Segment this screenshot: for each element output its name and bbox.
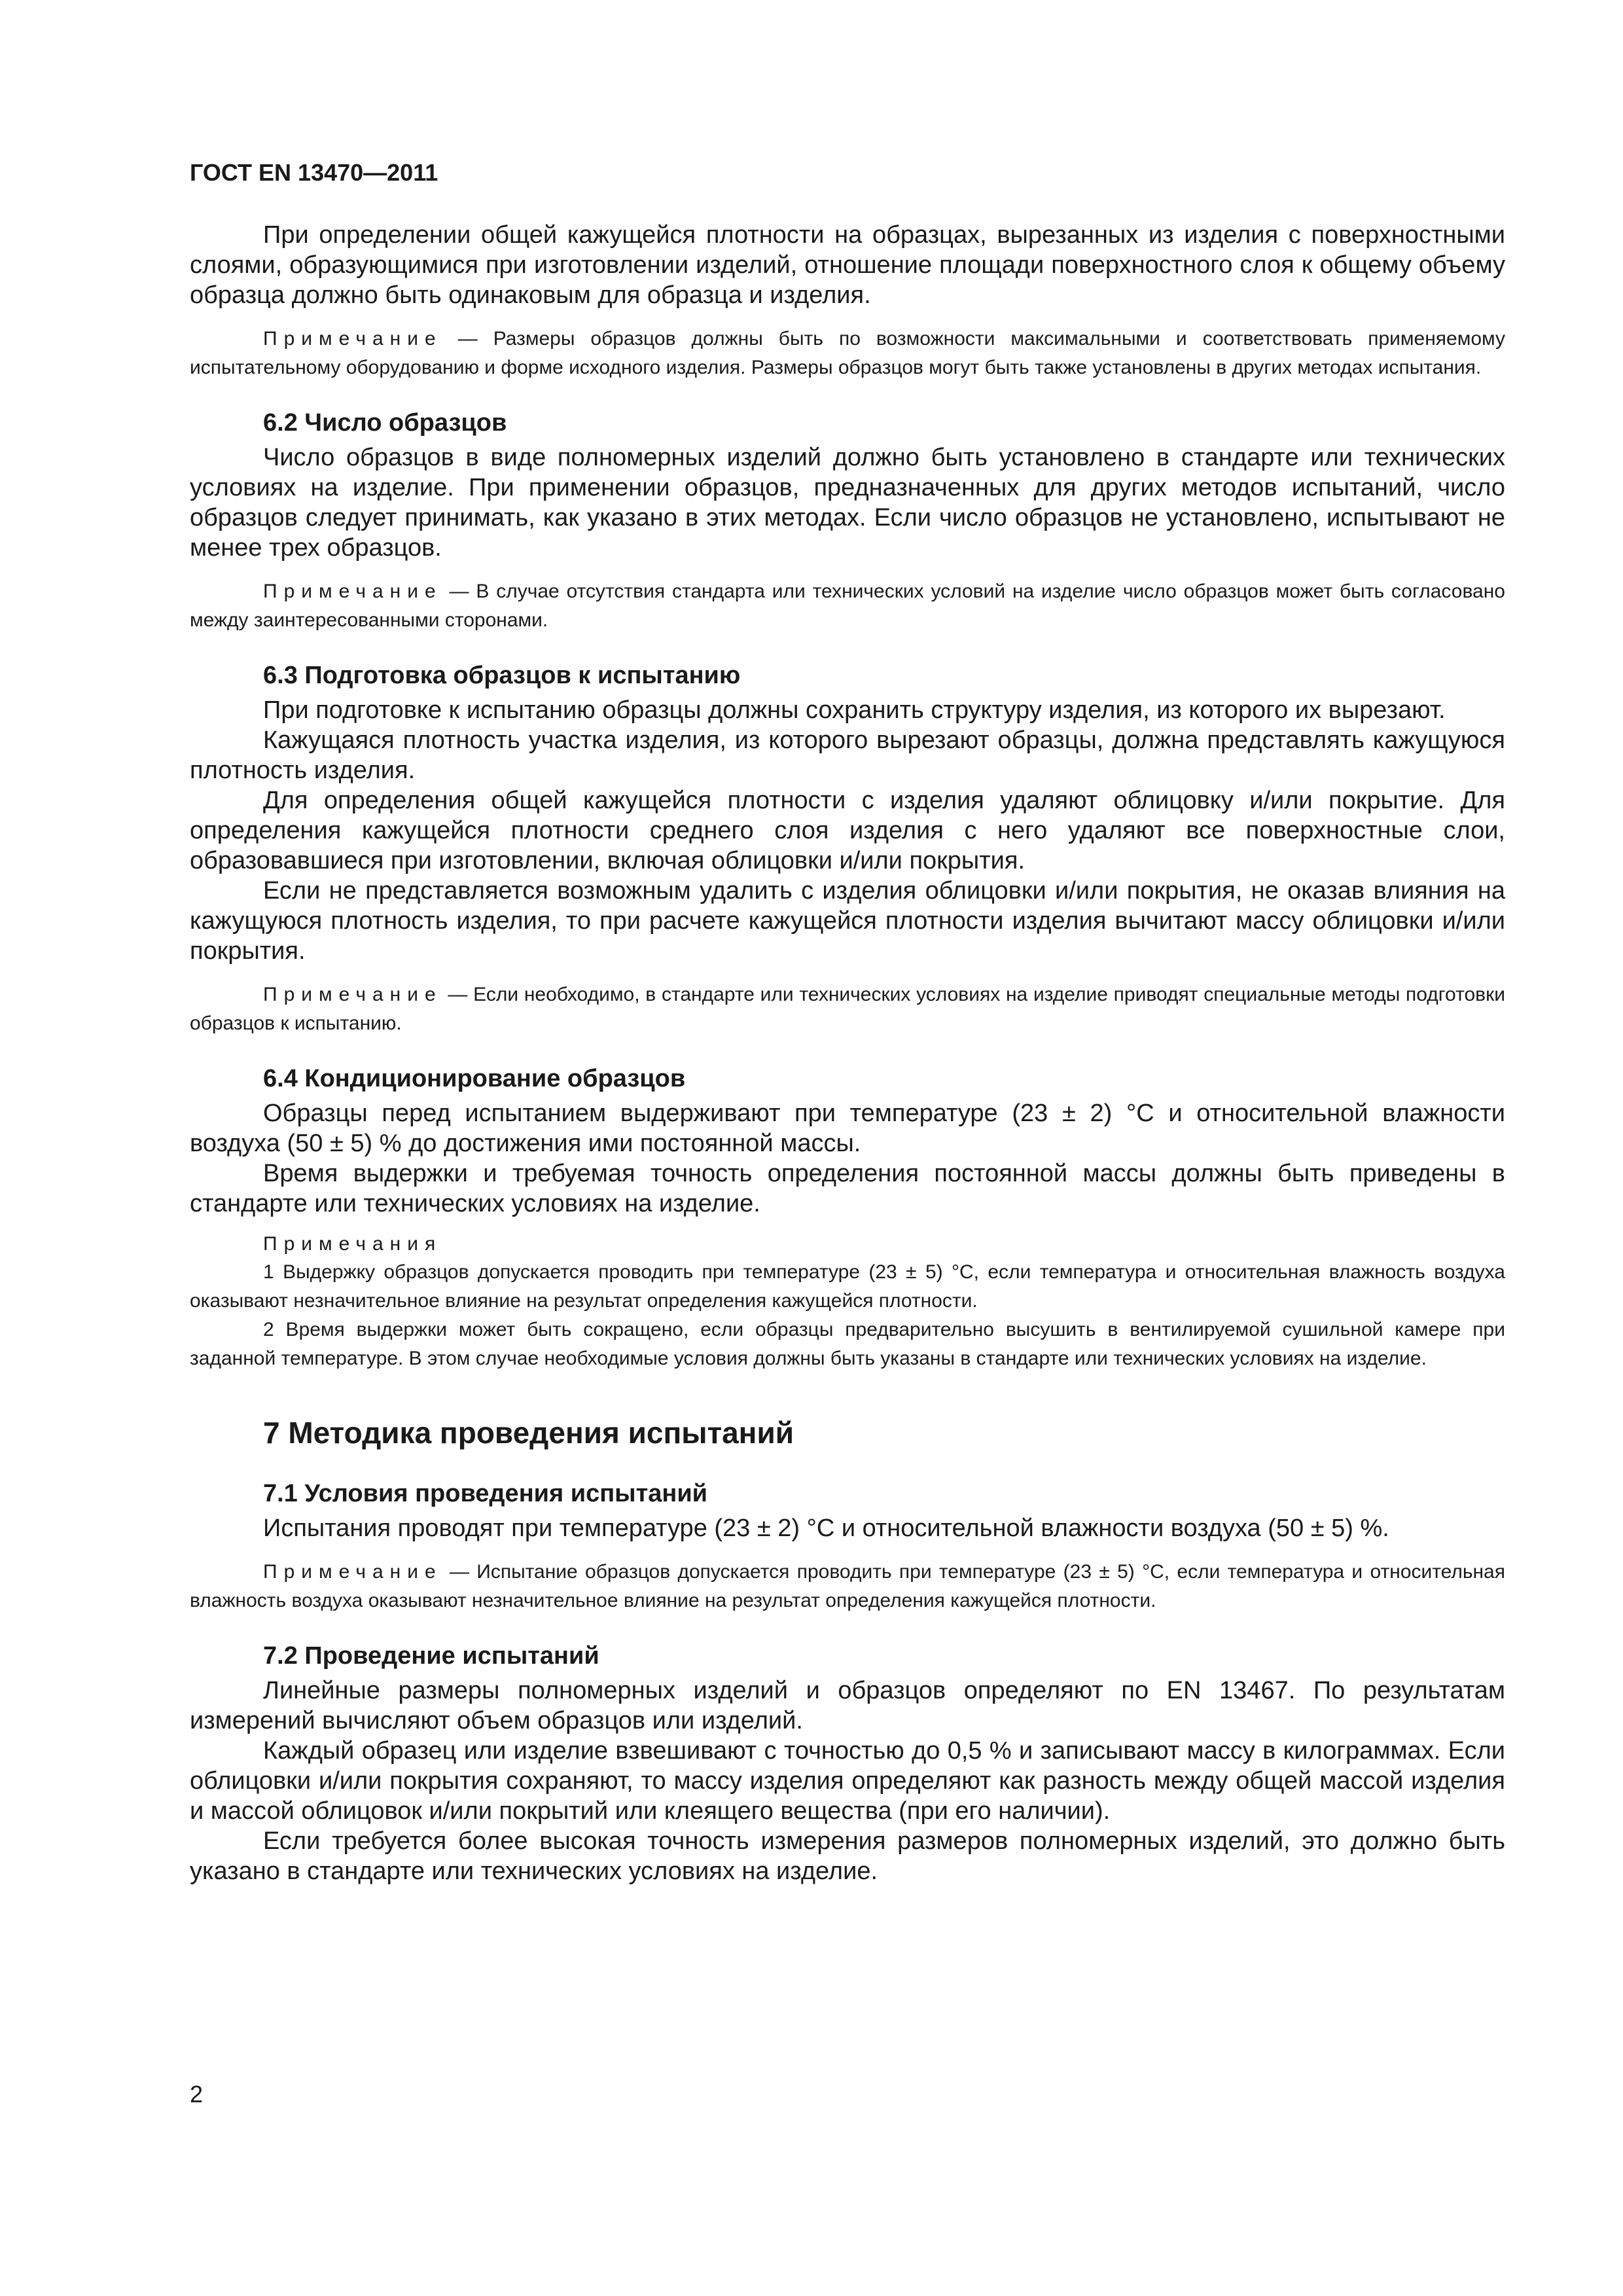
section-6-4-paragraph-2: Время выдержки и требуемая точность определения постоянной массы должны быть приведены в стандарте или технических условиях на изделие.: [190, 1160, 1505, 1217]
section-6-2-note: [190, 577, 1505, 635]
section-7-title: 7 Методика проведения испытаний: [263, 1416, 794, 1450]
section-6-4-notes-label: Примечания: [263, 1233, 442, 1255]
section-7-2-paragraph-1: Линейные размеры полномерных изделий и образцов определяют по EN 13467. По результатам измерений вычисляют объем образцов или изделий.: [190, 1677, 1505, 1734]
document-header: ГОСТ EN 13470—2011: [190, 159, 438, 186]
section-6-4-paragraph-1: Образцы перед испытанием выдерживают при температуре (23 ± 2) °С и относительной влажности воздуха (50 ± 5) % до достижения ими постоянной массы.: [190, 1100, 1505, 1157]
section-7-2-paragraph-2: Каждый образец или изделие взвешивают с точностью до 0,5 % и записывают массу в килограммах. Если облицовки и/или покрытия сохраняют, то массу изделия определяют как разность между общей массой изделия и массой облицовок и/или покрытий или клеящего вещества (при его наличии).: [190, 1737, 1505, 1825]
section-6-4-note-1: 1 Выдержку образцов допускается проводить при температуре (23 ± 5) °С, если температура и относительная влажность воздуха оказывают незначительное влияние на результат определения кажущейся плотности.: [190, 1261, 1505, 1312]
note-label: Примечание: [263, 581, 442, 602]
note-label: Примечание: [263, 984, 442, 1005]
section-6-3-title: 6.3 Подготовка образцов к испытанию: [263, 662, 741, 689]
page-number: 2: [190, 2081, 204, 2108]
section-7-1-paragraph: Испытания проводят при температуре (23 ± 2) °С и относительной влажности воздуха (50 ± 5) %.: [263, 1515, 1389, 1542]
section-6-4-title: 6.4 Кондиционирование образцов: [263, 1065, 686, 1092]
intro-paragraph: При определении общей кажущейся плотности на образцах, вырезанных из изделия с поверхностными слоями, образующимися при изготовлении изделий, отношение площади поверхностного слоя к общему объему образца должно быть одинаковым для образца и изделия.: [190, 221, 1505, 309]
section-6-3-paragraph-3: Для определения общей кажущейся плотности с изделия удаляют облицовку и/или покрытие. Для определения кажущейся плотности среднего слоя изделия с него удаляют все поверхностные слои, образовавшиеся при изготовлении, включая облицовки и/или покрытия.: [190, 787, 1505, 874]
section-7-2-paragraph-3: Если требуется более высокая точность измерения размеров полномерных изделий, это должно быть указано в стандарте или технических условиях на изделие.: [190, 1827, 1505, 1885]
section-6-2-paragraph: Число образцов в виде полномерных изделий должно быть установлено в стандарте или технических условиях на изделие. При применении образцов, предназначенных для других методов испытаний, число образцов следует принимать, как указано в этих методах. Если число образцов не установлено, испытывают не менее трех образцов.: [190, 444, 1505, 562]
section-6-3-paragraph-2: Кажущаяся плотность участка изделия, из которого вырезают образцы, должна представлять кажущуюся плотность изделия.: [190, 726, 1505, 784]
note-label: Примечание: [263, 1561, 442, 1583]
section-6-4-note-2: 2 Время выдержки может быть сокращено, если образцы предварительно высушить в вентилируемой сушильной камере при заданной температуре. В этом случае необходимые условия должны быть указаны в стандарте или технических условиях на изделие.: [190, 1319, 1505, 1369]
note-text: — Если необходимо, в стандарте или технических условиях на изделие приводят специальные методы подготовки образцов к испытанию.: [190, 984, 1505, 1034]
section-6-3-paragraph-1: При подготовке к испытанию образцы должны сохранить структуру изделия, из которого их вырезают.: [263, 696, 1446, 724]
section-6-2-title: 6.2 Число образцов: [263, 409, 507, 437]
section-6-3-paragraph-4: Если не представляется возможным удалить с изделия облицовки и/или покрытия, не оказав влияния на кажущуюся плотность изделия, то при расчете кажущейся плотности изделия вычитают массу облицовки и/или покрытия.: [190, 877, 1505, 965]
section-7-2-title: 7.2 Проведение испытаний: [263, 1642, 599, 1670]
section-7-1-title: 7.1 Условия проведения испытаний: [263, 1480, 708, 1507]
section-7-1-note: [190, 1558, 1505, 1615]
note-text: — Испытание образцов допускается проводить при температуре (23 ± 5) °С, если температура и относительная влажность воздуха оказывают незначительное влияние на результат определения кажущейся плотности.: [190, 1561, 1505, 1611]
section-6-3-note: [190, 980, 1505, 1038]
intro-note: [190, 325, 1505, 382]
note-text: — Размеры образцов должны быть по возможности максимальными и соответствовать применяемому испытательному оборудованию и форме исходного изделия. Размеры образцов могут быть также установлены в других методах испытания.: [190, 328, 1505, 378]
note-text: — В случае отсутствия стандарта или технических условий на изделие число образцов может быть согласовано между заинтересованными сторонами.: [190, 581, 1505, 631]
document-page: [190, 157, 1505, 1886]
note-label: Примечание: [263, 328, 442, 350]
